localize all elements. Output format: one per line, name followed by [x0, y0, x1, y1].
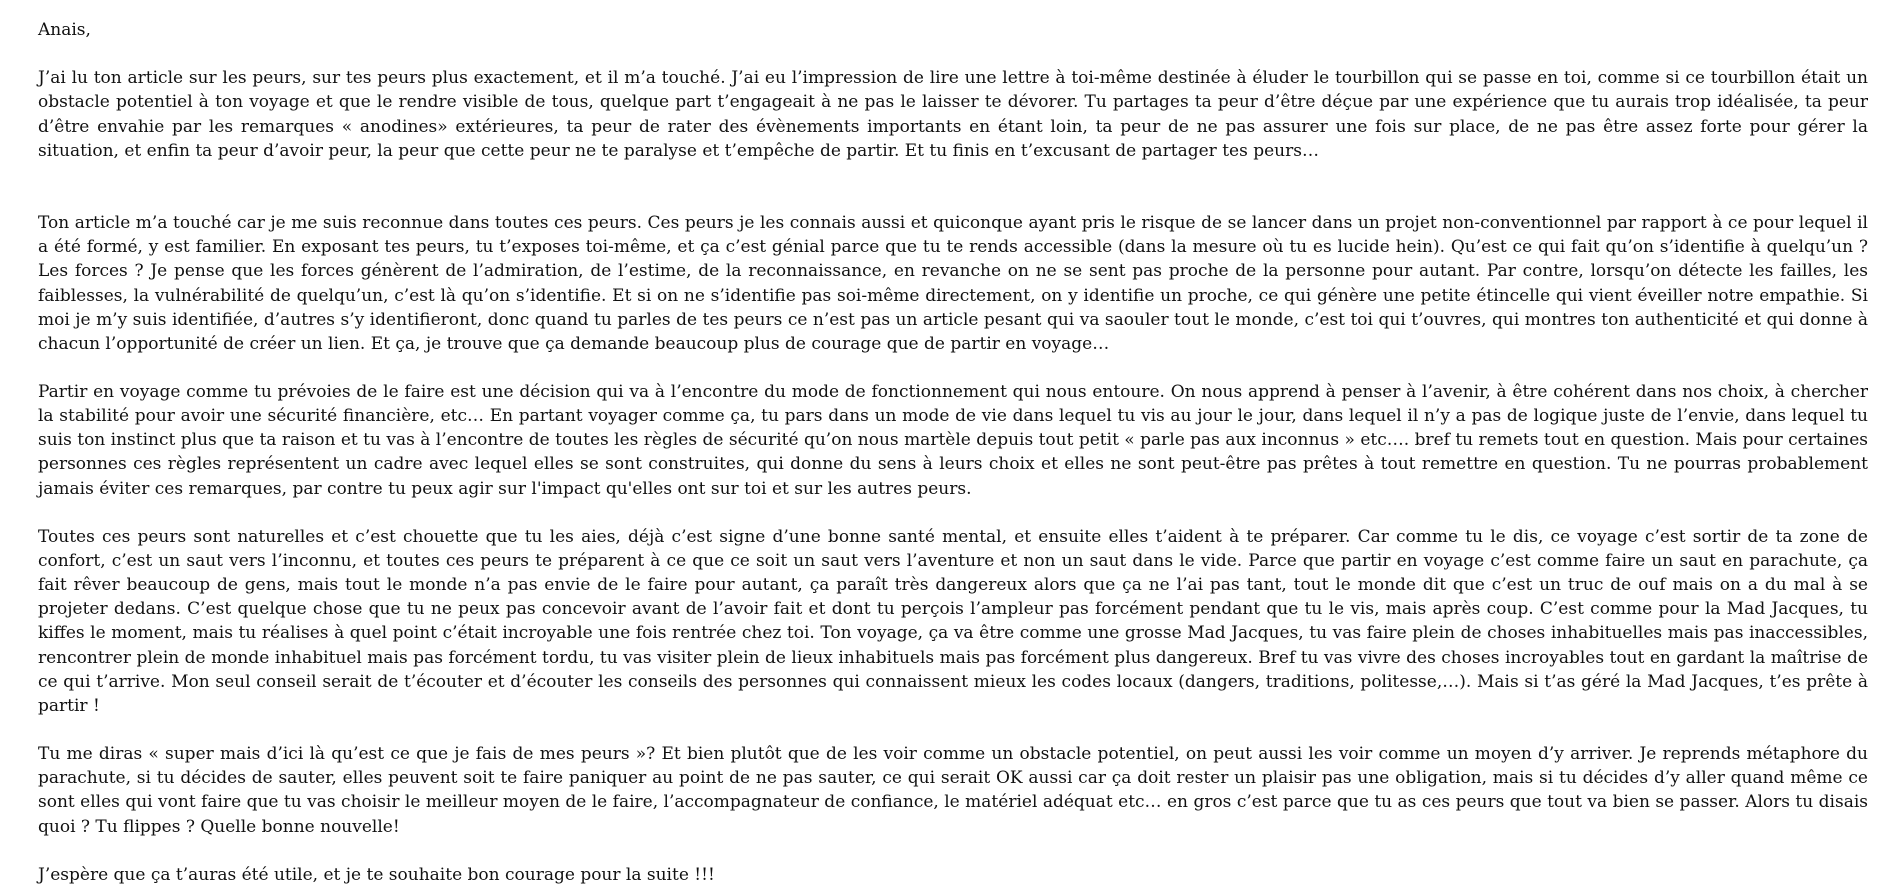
- letter-closing: J’espère que ça t’auras été utile, et je te souhaite bon courage pour la suite !!!: [38, 864, 715, 885]
- letter-body: [38, 18, 1868, 887]
- letter-paragraph: Toutes ces peurs sont naturelles et c’est chouette que tu les aies, déjà c’est signe d’une bonne santé mental, et ensuite elles t’aident à te préparer. Car comme tu le dis, ce voyage c’est sortir de ta zone de confort, c’est un saut vers l’inconnu, et toutes ces peurs te préparent à ce que ce soit un saut vers l’aventure et non un saut dans le vide. Parce que partir en voyage c’est comme faire un saut en parachute, ça fait rêver beaucoup de gens, mais tout le monde n’a pas envie de le faire pour autant, ça paraît très dangereux alors que ça ne l’ai pas tant, tout le monde dit que c’est un truc de ouf mais on a du mal à se projeter dedans. C’est quelque chose que tu ne peux pas concevoir avant de l’avoir fait et dont tu perçois l’ampleur pas forcément pendant que tu le vis, mais après coup. C’est comme pour la Mad Jacques, tu kiffes le moment, mais tu réalises à quel point c’était incroyable une fois rentrée chez toi. Ton voyage, ça va être comme une grosse Mad Jacques, tu vas faire plein de choses inhabituelles mais pas inaccessibles, rencontrer plein de monde inhabituel mais pas forcément tordu, tu vas visiter plein de lieux inhabituels mais pas forcément plus dangereux. Bref tu vas vivre des choses incroyables tout en gardant la maîtrise de ce qui t’arrive. Mon seul conseil serait de t’écouter et d’écouter les conseils des personnes qui connaissent mieux les codes locaux (dangers, traditions, politesse,…). Mais si t’as géré la Mad Jacques, t’es prête à partir !: [38, 526, 1868, 716]
- letter-paragraph: Tu me diras « super mais d’ici là qu’est ce que je fais de mes peurs »? Et bien plutôt que de les voir comme un obstacle potentiel, on peut aussi les voir comme un moyen d’y arriver. Je reprends métaphore du parachute, si tu décides de sauter, elles peuvent soit te faire paniquer au point de ne pas sauter, ce qui serait OK aussi car ça doit rester un plaisir pas une obligation, mais si tu décides d’y aller quand même ce sont elles qui vont faire que tu vas choisir le meilleur moyen de le faire, l’accompagnateur de confiance, le matériel adéquat etc… en gros c’est parce que tu as ces peurs que tout va bien se passer. Alors tu disais quoi ? Tu flippes ? Quelle bonne nouvelle!: [38, 744, 1868, 837]
- letter-paragraph: Partir en voyage comme tu prévoies de le faire est une décision qui va à l’encontre du mode de fonctionnement qui nous entoure. On nous apprend à penser à l’avenir, à être cohérent dans nos choix, à chercher la stabilité pour avoir une sécurité financière, etc… En partant voyager comme ça, tu pars dans un mode de vie dans lequel tu vis au jour le jour, dans lequel il n’y a pas de logique juste de l’envie, dans lequel tu suis ton instinct plus que ta raison et tu vas à l’encontre de toutes les règles de sécurité qu’on nous martèle depuis tout petit « parle pas aux inconnus » etc…. bref tu remets tout en question. Mais pour certaines personnes ces règles représentent un cadre avec lequel elles se sont construites, qui donne du sens à leurs choix et elles ne sont peut-être pas prêtes à tout remettre en question. Tu ne pourras probablement jamais éviter ces remarques, par contre tu peux agir sur l'impact qu'elles ont sur toi et sur les autres peurs.: [38, 382, 1868, 499]
- letter-paragraph: J’ai lu ton article sur les peurs, sur tes peurs plus exactement, et il m’a touché. J’ai eu l’impression de lire une lettre à toi-même destinée à éluder le tourbillon qui se passe en toi, comme si ce tourbillon était un obstacle potentiel à ton voyage et que le rendre visible de tous, quelque part t’engageait à ne pas le laisser te dévorer. Tu partages ta peur d’être déçue par une expérience que tu aurais trop idéalisée, ta peur d’être envahie par les remarques « anodines» extérieures, ta peur de rater des évènements importants en étant loin, ta peur de ne pas assurer une fois sur place, de ne pas être assez forte pour gérer la situation, et enfin ta peur d’avoir peur, la peur que cette peur ne te paralyse et t’empêche de partir. Et tu finis en t’excusant de partager tes peurs…: [38, 68, 1868, 161]
- letter-paragraph: Ton article m’a touché car je me suis reconnue dans toutes ces peurs. Ces peurs je les connais aussi et quiconque ayant pris le risque de se lancer dans un projet non-conventionnel par rapport à ce pour lequel il a été formé, y est familier. En exposant tes peurs, tu t’exposes toi-même, et ça c’est génial parce que tu te rends accessible (dans la mesure où tu es lucide hein). Qu’est ce qui fait qu’on s’identifie à quelqu’un ? Les forces ? Je pense que les forces génèrent de l’admiration, de l’estime, de la reconnaissance, en revanche on ne se sent pas proche de la personne pour autant. Par contre, lorsqu’on détecte les failles, les faiblesses, la vulnérabilité de quelqu’un, c’est là qu’on s’identifie. Et si on ne s’identifie pas soi-même directement, on y identifie un proche, ce qui génère une petite étincelle qui vient éveiller notre empathie. Si moi je m’y suis identifiée, d’autres s’y identifieront, donc quand tu parles de tes peurs ce n’est pas un article pesant qui va saouler tout le monde, c’est toi qui t’ouvres, qui montres ton authenticité et qui donne à chacun l’opportunité de créer un lien. Et ça, je trouve que ça demande beaucoup plus de courage que de partir en voyage…: [38, 213, 1868, 354]
- letter-greeting: Anais,: [38, 20, 91, 40]
